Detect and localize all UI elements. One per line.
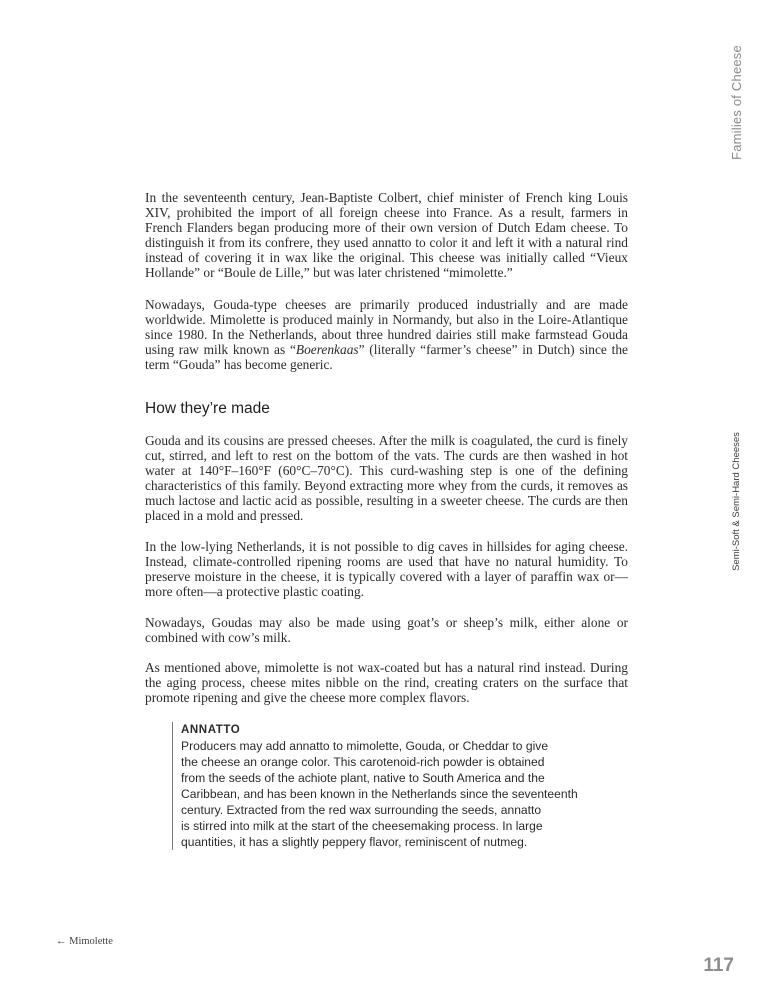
callout-title: ANNATTO bbox=[181, 724, 241, 736]
page-number: 117 bbox=[703, 955, 734, 976]
paragraph-cheese-mites: As mentioned above, mimolette is not wax-coated but has a natural rind instead. During the aging process, cheese mites nibble on the rind, creating craters on the surface that promote ripening and give the cheese more complex flavors. bbox=[145, 660, 628, 706]
boerenkaas-term: Boerenkaas bbox=[295, 342, 359, 358]
paragraph-part: ” (literally “farmer’s cheese” in Dutch) since the term “Gouda” has become generic. bbox=[145, 342, 628, 373]
callout-line: from the seeds of the achiote plant, native to South America and the bbox=[181, 771, 545, 785]
section-label-text: Semi-Soft & Semi-Hard Cheeses bbox=[730, 431, 742, 571]
callout-line: is stirred into milk at the start of the cheesemaking process. In large bbox=[181, 819, 543, 833]
paragraph-ripening-rooms: In the low-lying Netherlands, it is not possible to dig caves in hillsides for aging cheese. Instead, climate-controlled ripening rooms are used that have no natural humidity. To preserve moisture in the cheese, it is typically covered with a layer of paraffin wax or—more often—a protective plastic coating. bbox=[145, 539, 628, 600]
paragraph-pressed-cheeses: Gouda and its cousins are pressed cheeses. After the milk is coagulated, the curd is finely cut, stirred, and left to rest on the bottom of the vats. The curds are then washed in hot water at 140°F–160°F (60°C–70°C). This curd-washing step is one of the defining characteristics of this family. Beyond extracting more whey from the curds, it removes as much lactose and lactic acid as possible, resulting in a sweeter cheese. The curds are then placed in a mold and pressed. bbox=[145, 433, 628, 524]
section-heading: How they’re made bbox=[145, 400, 270, 417]
footer-nav-link[interactable]: ← Mimolette bbox=[56, 936, 113, 947]
annatto-callout bbox=[172, 722, 621, 850]
callout-line: the cheese an orange color. This carotenoid-rich powder is obtained bbox=[181, 755, 545, 769]
callout-line: Caribbean, and has been known in the Netherlands since the seventeenth bbox=[181, 787, 578, 801]
paragraph-colbert-history: In the seventeenth century, Jean-Baptiste Colbert, chief minister of French king Louis XIV, prohibited the import of all foreign cheese into France. As a result, farmers in French Flanders began producing more of their own version of Dutch Edam cheese. To distinguish it from its confrere, they used annatto to color it and left it with a natural rind instead of covering it in wax like the original. This cheese was initially called “Vieux Hollande” or “Boule de Lille,” but was later christened “mimolette.” bbox=[145, 190, 628, 281]
callout-line: quantities, it has a slightly peppery flavor, reminiscent of nutmeg. bbox=[181, 835, 528, 849]
section-label bbox=[722, 428, 750, 574]
paragraph-milk-types: Nowadays, Goudas may also be made using goat’s or sheep’s milk, either alone or combined with cow’s milk. bbox=[145, 615, 628, 646]
callout-line: Producers may add annatto to mimolette, Gouda, or Cheddar to give bbox=[181, 739, 549, 753]
running-head-text: Families of Cheese bbox=[728, 44, 744, 160]
running-head bbox=[718, 44, 754, 160]
paragraph-gouda-production bbox=[145, 297, 628, 372]
callout-line: century. Extracted from the red wax surrounding the seeds, annatto bbox=[181, 803, 542, 817]
paragraph-part: Nowadays, Gouda-type cheeses are primarily produced industrially and are made worldwide. Mimolette is produced mainly in Normandy, but also in the Loire-Atlantique since 1980. In the Netherlands, about three hundred dairies still make farmstead Gouda using raw milk known as “ bbox=[145, 297, 628, 358]
